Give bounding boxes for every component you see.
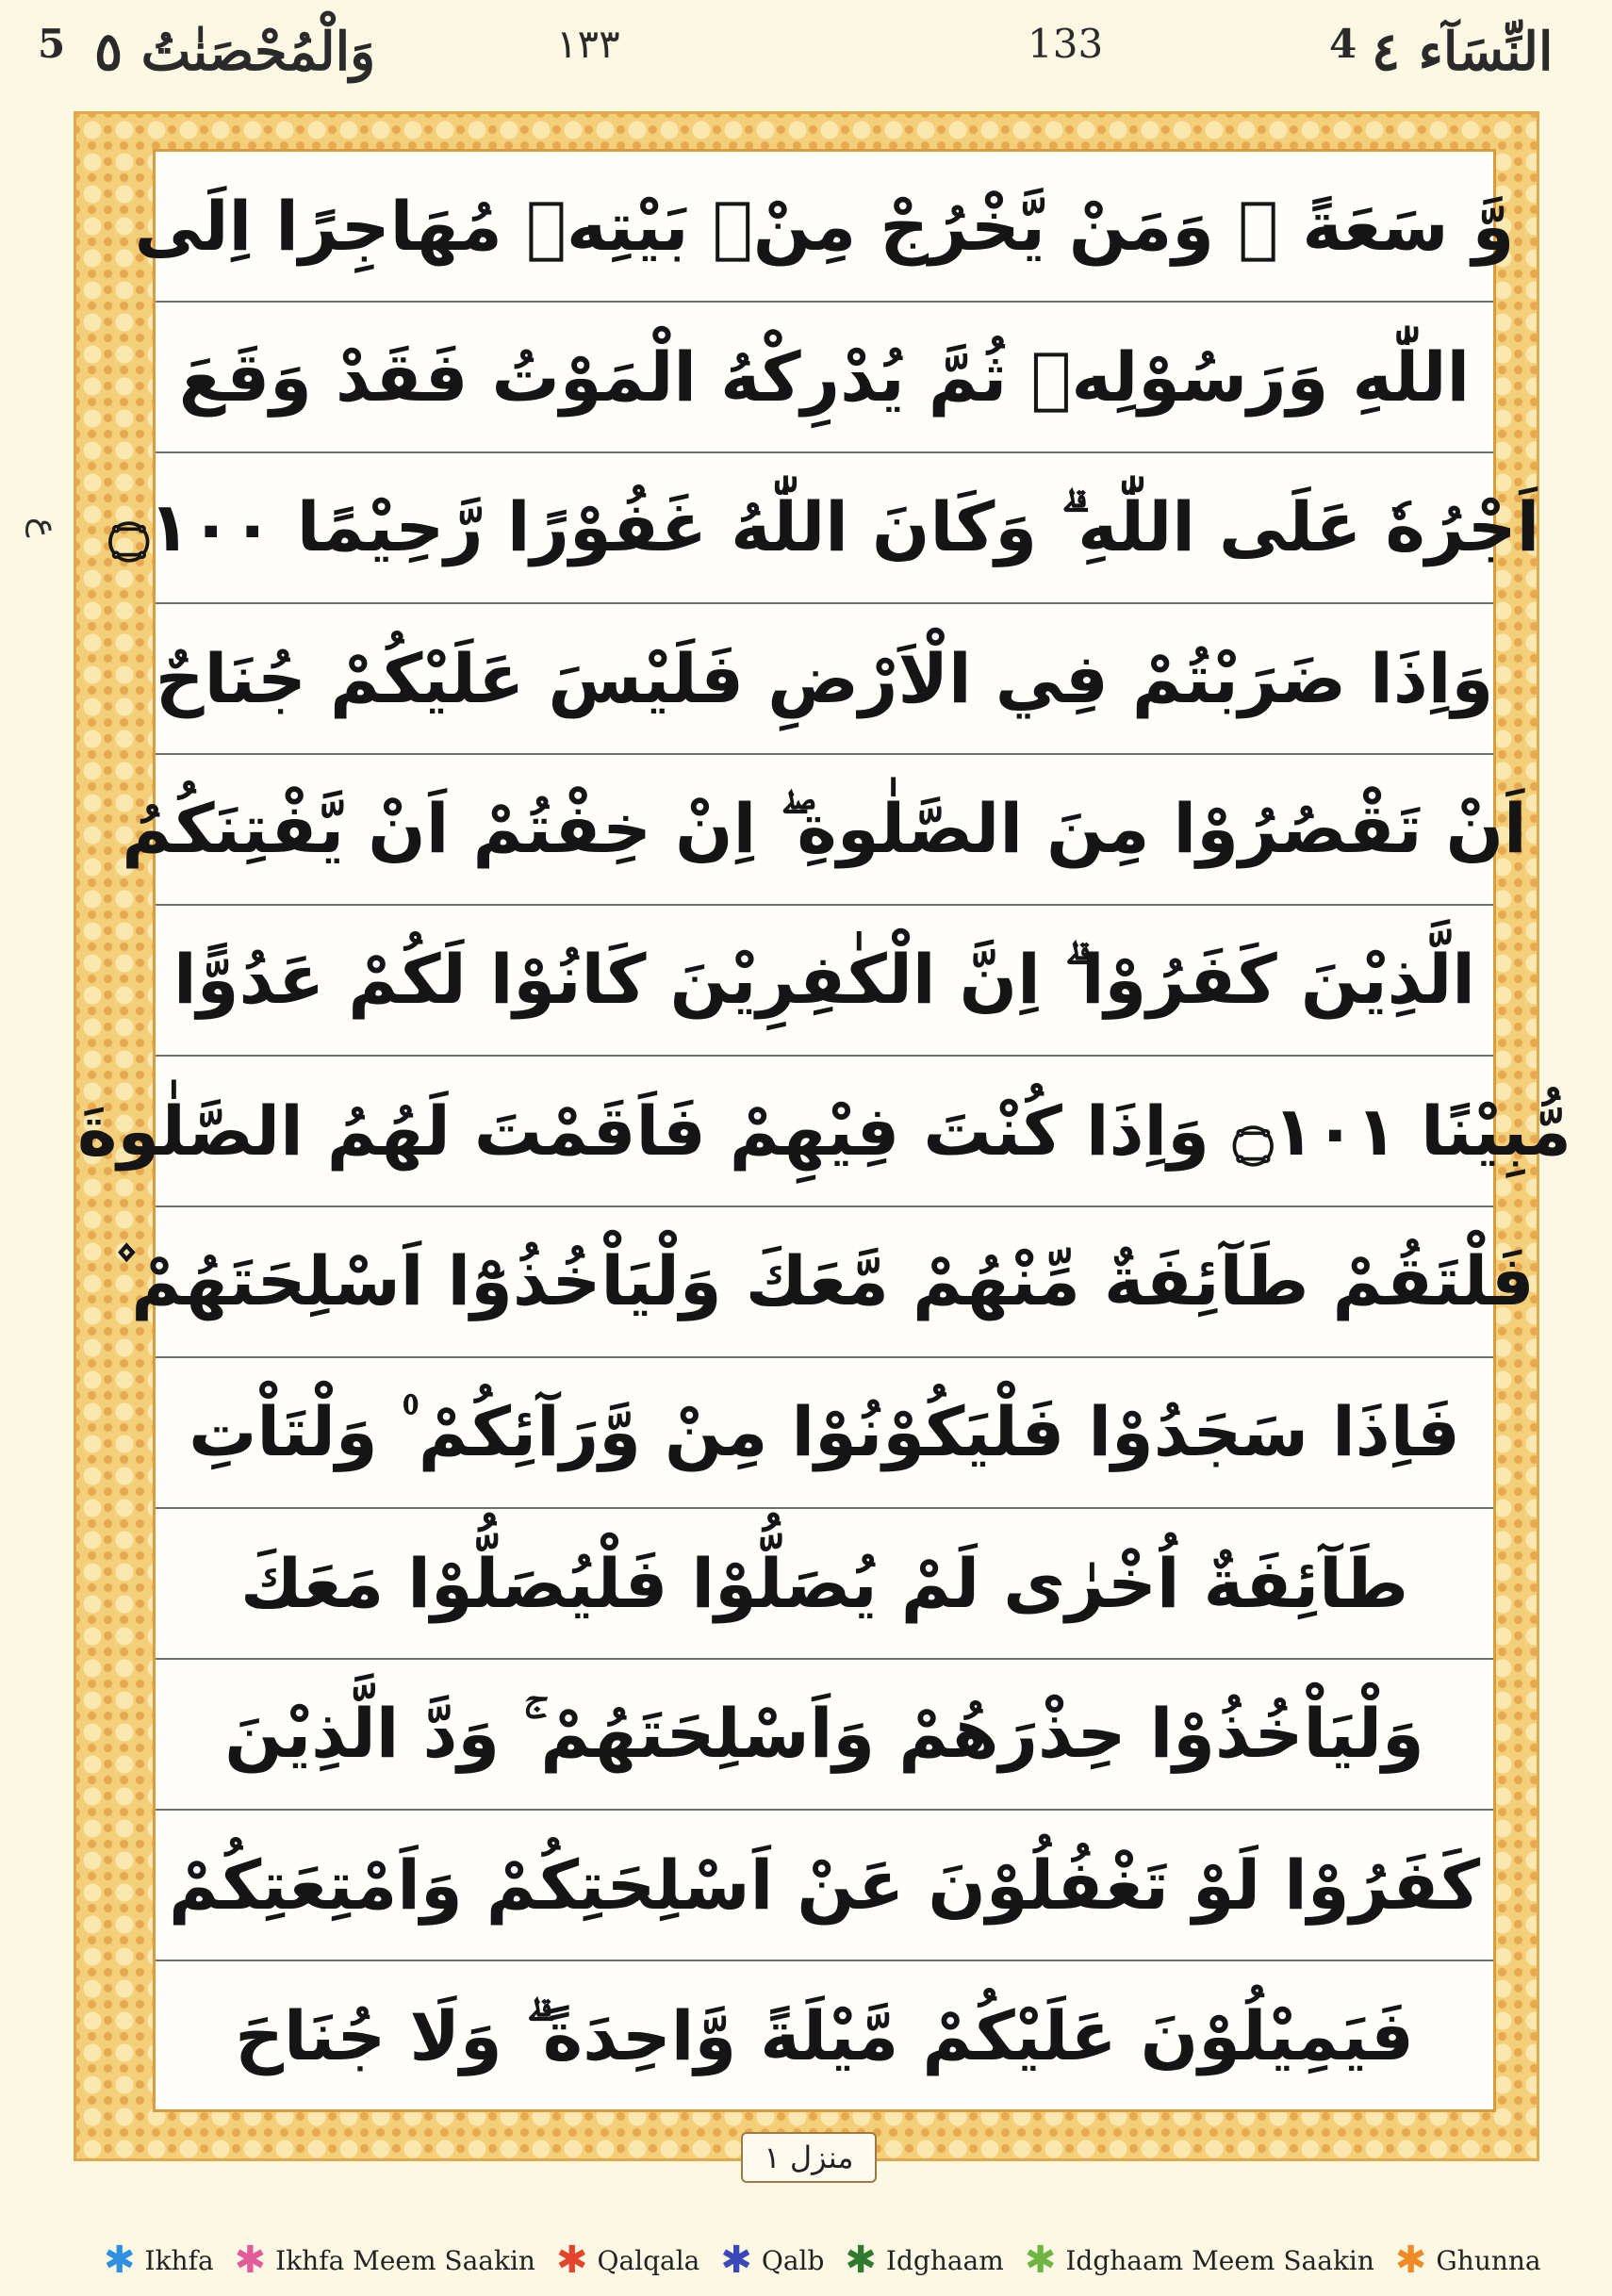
legend-item	[720, 2239, 825, 2282]
asterisk-icon: ✱	[104, 2239, 136, 2282]
legend-label: Ghunna	[1436, 2244, 1541, 2276]
legend-label: Qalqala	[597, 2244, 700, 2276]
verse-line: اَجْرُهٗ عَلَى اللّٰهِ ۗ وَكَانَ اللّٰهُ غَفُوْرًا رَّحِيْمًا ۝١٠٠	[156, 453, 1493, 604]
verse-line: طَآئِفَةٌ اُخْرٰى لَمْ يُصَلُّوْا فَلْيُصَلُّوْا مَعَكَ	[156, 1509, 1493, 1660]
legend-item	[234, 2239, 535, 2282]
legend-label: Ikhfa	[144, 2244, 214, 2276]
asterisk-icon: ✱	[1394, 2239, 1427, 2282]
verse-line: اللّٰهِ وَرَسُوْلِهٖ ثُمَّ يُدْرِكْهُ الْمَوْتُ فَقَدْ وَقَعَ	[156, 303, 1493, 453]
verse-line: فَاِذَا سَجَدُوْا فَلْيَكُوْنُوْا مِنْ وَّرَآئِكُمْ ۠ وَلْتَاْتِ	[156, 1358, 1493, 1509]
asterisk-icon: ✱	[234, 2239, 267, 2282]
legend-label: Ikhfa Meem Saakin	[275, 2244, 535, 2276]
legend-item	[1394, 2239, 1541, 2282]
juz-name: وَالْمُحْصَنٰتُ ٥	[94, 21, 376, 83]
asterisk-icon: ✱	[555, 2239, 588, 2282]
legend-label: Idghaam	[885, 2244, 1004, 2276]
asterisk-icon: ✱	[720, 2239, 752, 2282]
juz-number: 5	[38, 21, 66, 67]
asterisk-icon: ✱	[845, 2239, 877, 2282]
verse-line: وَاِذَا ضَرَبْتُمْ فِي الْاَرْضِ فَلَيْسَ عَلَيْكُمْ جُنَاحٌ	[156, 604, 1493, 755]
asterisk-icon: ✱	[1024, 2239, 1057, 2282]
quran-text-area	[77, 149, 1571, 2112]
surah-number: 4	[1329, 21, 1357, 67]
page-header	[0, 0, 1612, 123]
legend-item	[104, 2239, 214, 2282]
legend-label: Qalb	[761, 2244, 825, 2276]
ruku-marker: ع	[25, 517, 64, 538]
legend-item	[555, 2239, 700, 2282]
verse-line: وَلْيَاْخُذُوْا حِذْرَهُمْ وَاَسْلِحَتَهُمْ ۚ وَدَّ الَّذِيْنَ	[156, 1660, 1493, 1811]
page-number-arabic: ١٣٣	[556, 21, 620, 67]
manzil-label: منزل ١	[741, 2132, 877, 2183]
verse-line: اَنْ تَقْصُرُوْا مِنَ الصَّلٰوةِ ۖ اِنْ خِفْتُمْ اَنْ يَّفْتِنَكُمُ	[156, 755, 1493, 906]
tajweed-legend	[104, 2234, 1555, 2287]
page-number: 133	[1028, 21, 1104, 67]
legend-item	[1024, 2239, 1374, 2282]
legend-item	[845, 2239, 1004, 2282]
verse-line: كَفَرُوْا لَوْ تَغْفُلُوْنَ عَنْ اَسْلِحَتِكُمْ وَاَمْتِعَتِكُمْ	[156, 1811, 1493, 1961]
legend-label: Idghaam Meem Saakin	[1065, 2244, 1374, 2276]
verse-line: الَّذِيْنَ كَفَرُوْا ۗ اِنَّ الْكٰفِرِيْنَ كَانُوْا لَكُمْ عَدُوًّا	[156, 906, 1493, 1057]
verse-line: فَيَمِيْلُوْنَ عَلَيْكُمْ مَّيْلَةً وَّاحِدَةً ۗ وَلَا جُنَاحَ	[235, 1996, 1414, 2075]
verse-line: وَّ سَعَةً ۚ وَمَنْ يَّخْرُجْ مِنْۢ بَيْتِهٖ مُهَاجِرًا اِلَى	[156, 152, 1493, 303]
surah-name: النِّسَآء ٤	[1372, 21, 1554, 83]
verse-line: مُّبِيْنًا ۝١٠١ وَاِذَا كُنْتَ فِيْهِمْ فَاَقَمْتَ لَهُمُ الصَّلٰوةَ	[156, 1057, 1493, 1207]
verse-line: فَلْتَقُمْ طَآئِفَةٌ مِّنْهُمْ مَّعَكَ وَلْيَاْخُذُوْٓا اَسْلِحَتَهُمْ ۫	[156, 1207, 1493, 1358]
